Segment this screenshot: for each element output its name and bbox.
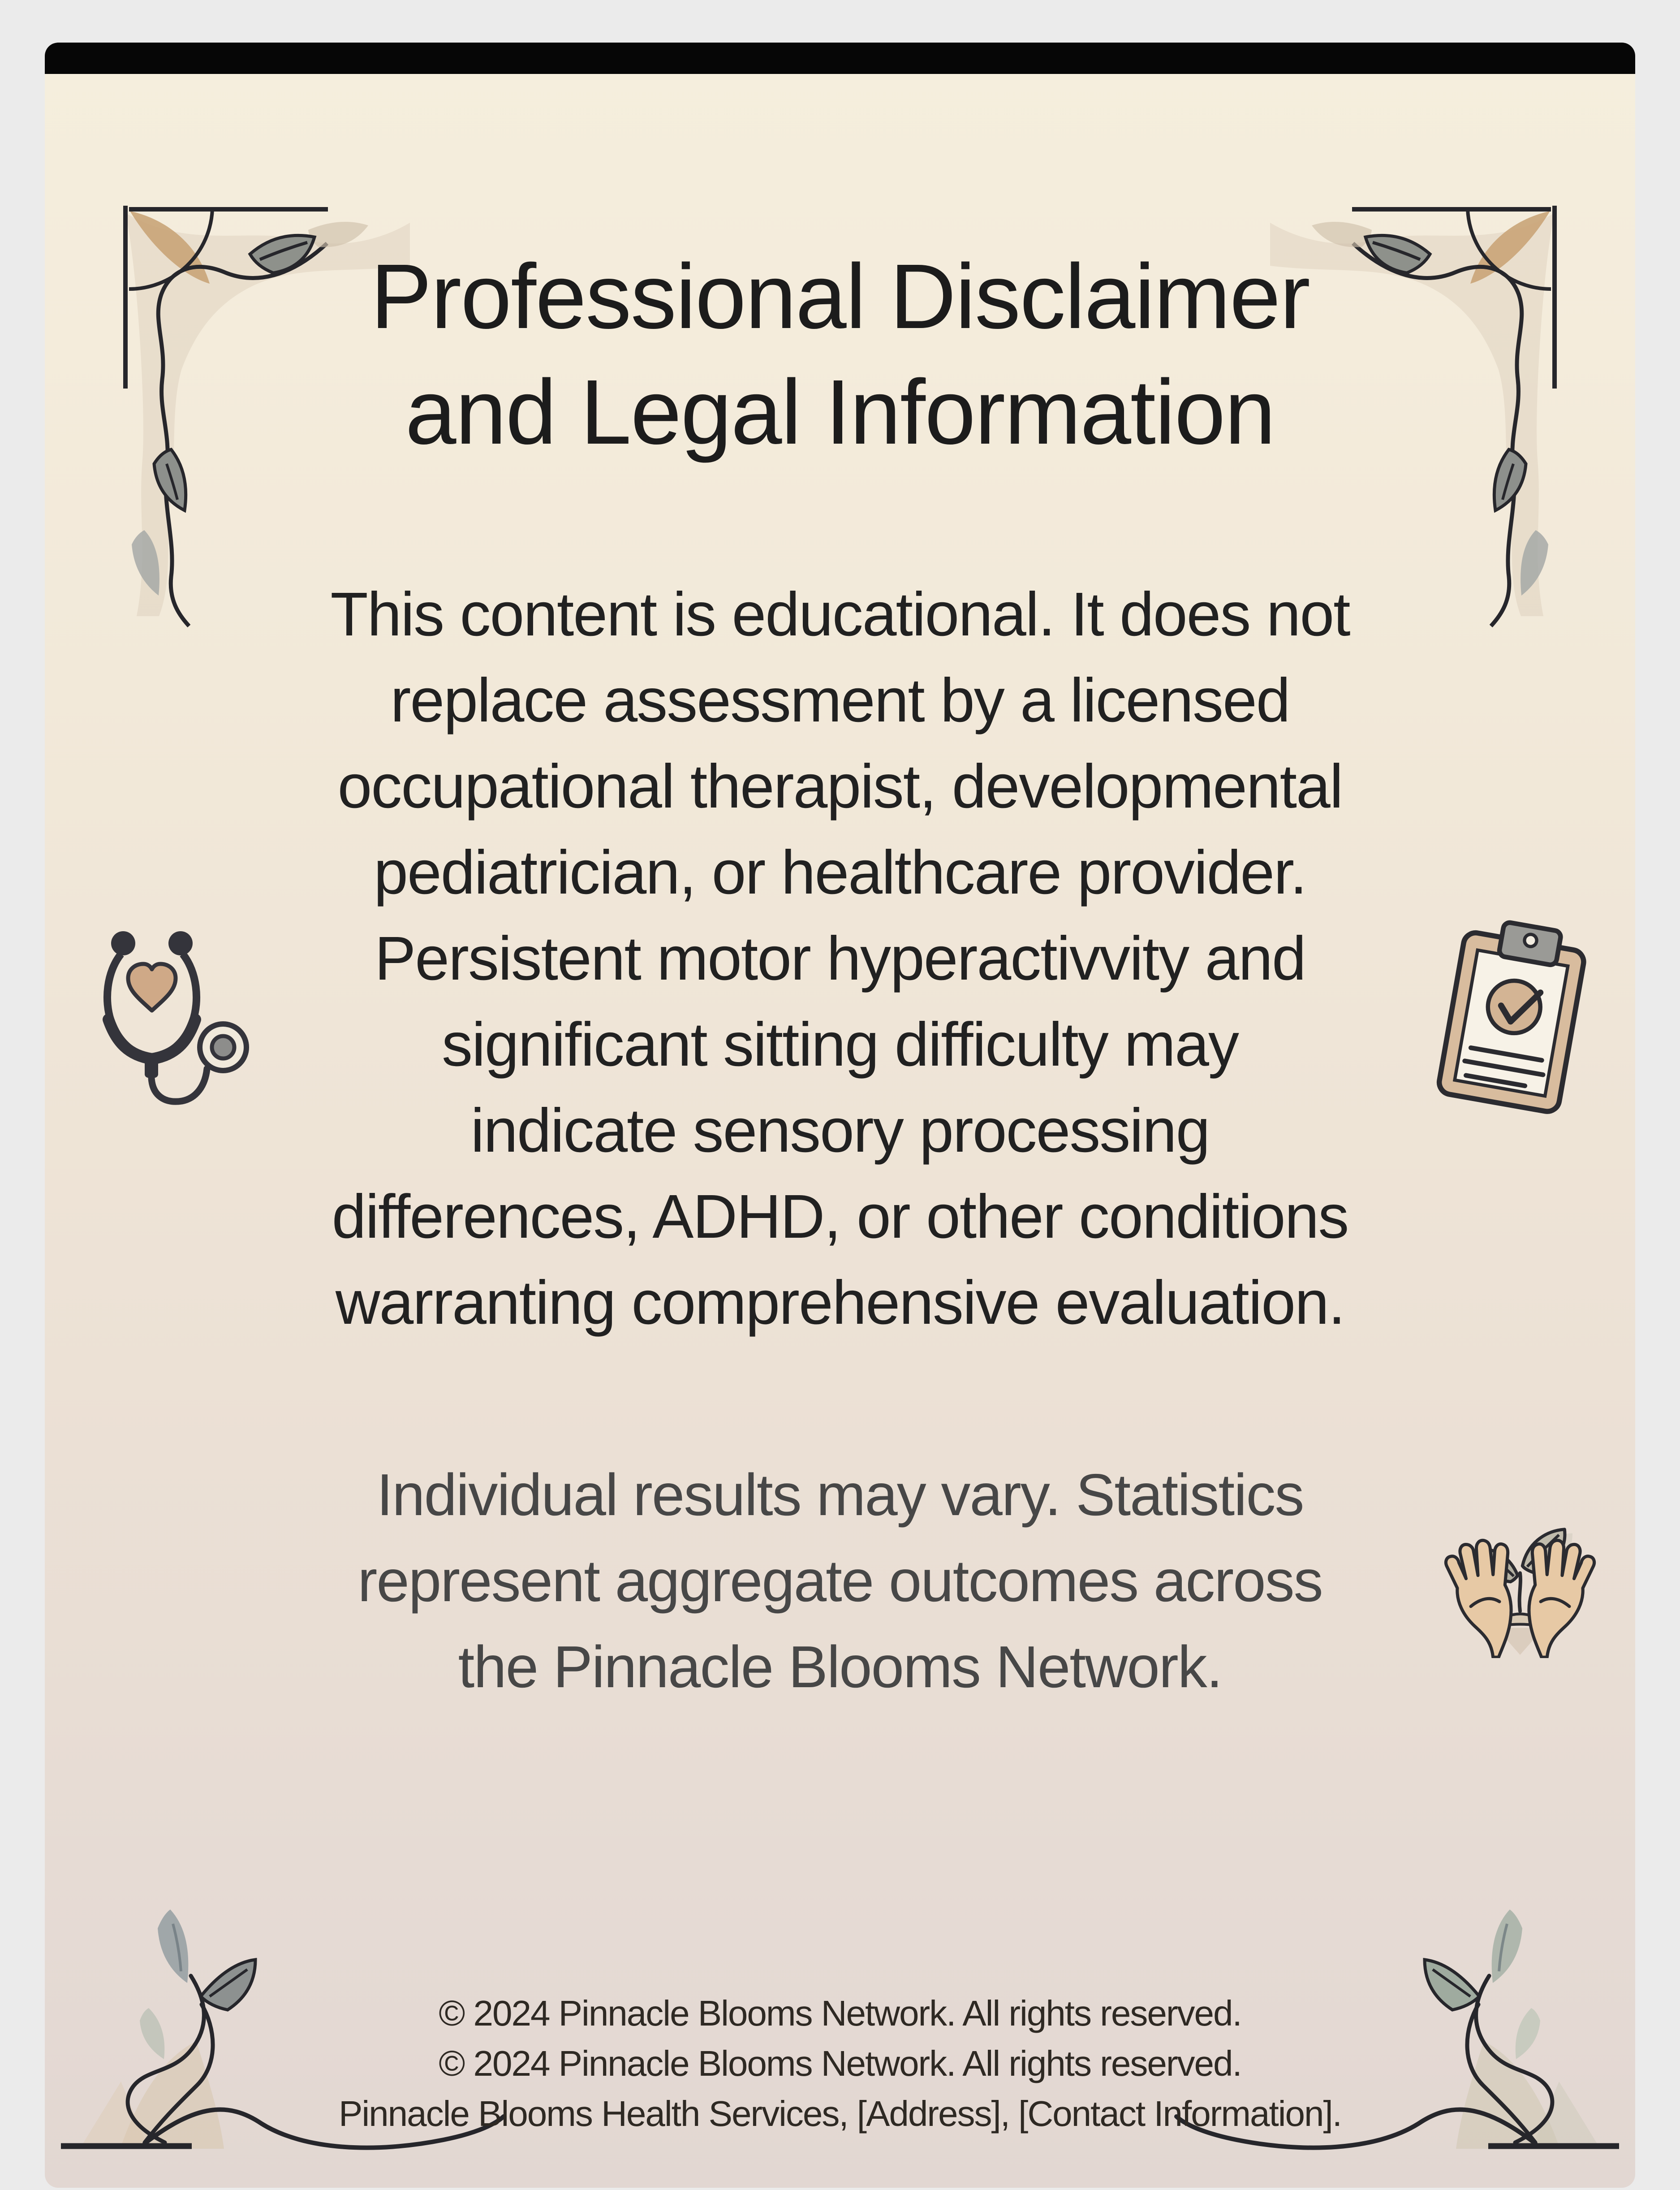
stethoscope-heart-svg [94, 921, 255, 1118]
page-title-line-1: Professional Disclaimer [370, 245, 1310, 348]
disclaimer-line: differences, ADHD, or other conditions [332, 1182, 1348, 1251]
hands-sprout-svg [1433, 1507, 1607, 1658]
disclaimer-line: pediatrician, or healthcare provider. [374, 838, 1306, 907]
disclaimer-paragraph [45, 571, 1635, 1346]
top-black-bar [45, 43, 1635, 74]
left-hand [1446, 1540, 1511, 1657]
disclaimer-line: occupational therapist, developmental [337, 752, 1343, 821]
results-note-line: Individual results may vary. Statistics [376, 1462, 1304, 1528]
disclaimer-line: significant sitting difficulty may [442, 1010, 1238, 1079]
disclaimer-line: warranting comprehensive evaluation. [335, 1268, 1345, 1337]
disclaimer-line: replace assessment by a licensed [390, 666, 1290, 735]
results-note-line: the Pinnacle Blooms Network. [458, 1634, 1222, 1700]
disclaimer-line: Persistent motor hyperactivvity and [375, 924, 1305, 993]
disclaimer-line: indicate sensory processing [470, 1096, 1210, 1165]
stethoscope-heart-icon [94, 921, 255, 1118]
disclaimer-card [45, 43, 1635, 2188]
hands-sprout-icon [1433, 1507, 1607, 1658]
results-note-paragraph [45, 1452, 1635, 1710]
disclaimer-line: This content is educational. It does not [330, 580, 1350, 649]
right-hand [1529, 1540, 1594, 1657]
results-note-line: represent aggregate outcomes across [358, 1548, 1322, 1614]
page-title [45, 239, 1635, 470]
page-title-line-2: and Legal Information [405, 361, 1275, 463]
footer-contact-line: Pinnacle Blooms Health Services, [Address], [Contact Information]. [339, 2094, 1341, 2134]
footer-legal-text [45, 1988, 1635, 2139]
footer-copyright-line-1: © 2024 Pinnacle Blooms Network. All rights reserved. [439, 1993, 1241, 2033]
footer-copyright-line-2: © 2024 Pinnacle Blooms Network. All rights reserved. [439, 2043, 1241, 2083]
